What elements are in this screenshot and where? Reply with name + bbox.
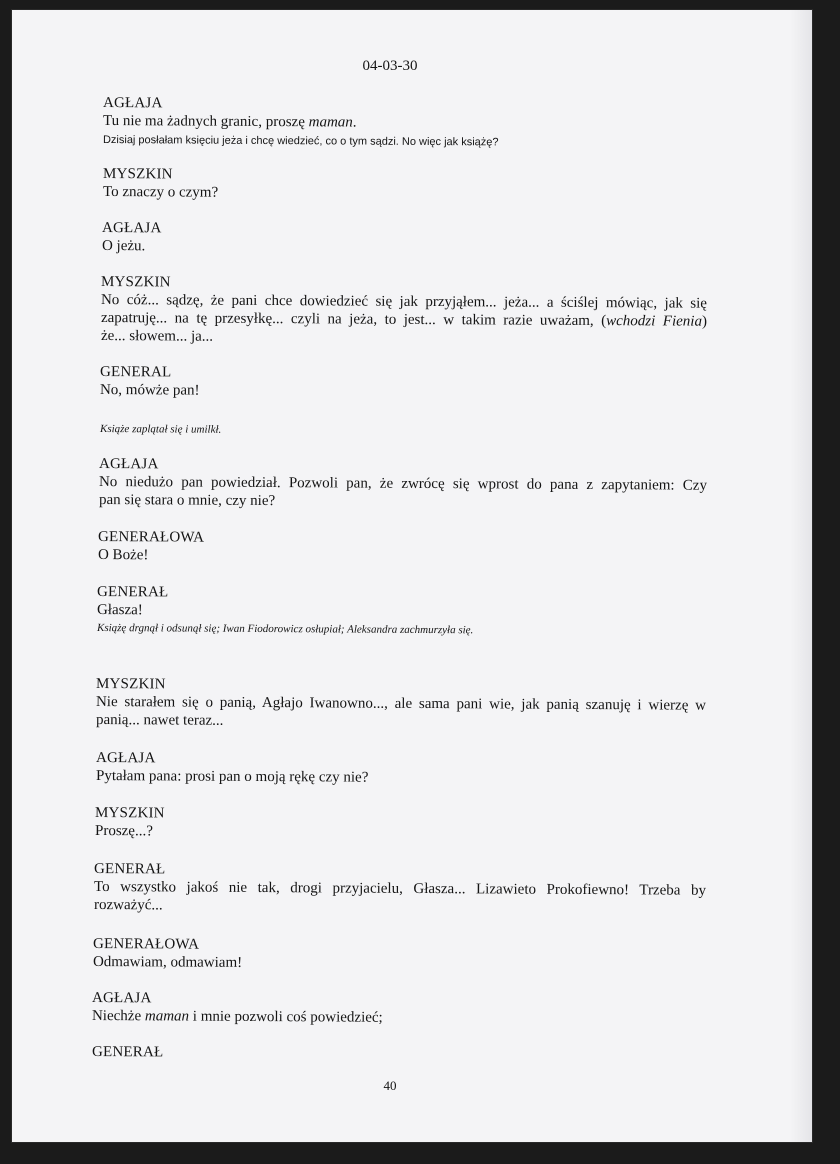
speaker-name: MYSZKIN <box>95 676 166 693</box>
speaker-name: AGŁAJA <box>95 750 156 767</box>
dialogue-line: zapatruję... na tę przesyłkę... czyli na jeża, to jest... w takim razie uważam, (wchodzi Fienia) <box>100 310 708 330</box>
stage-direction: Książę drgnął i odsunął się; Iwan Fiodorowicz osłupiał; Aleksandra zachmurzyła się. <box>96 622 474 637</box>
dialogue-line: O Boże! <box>97 547 149 564</box>
dialogue-line: To znaczy o czym? <box>102 184 219 201</box>
speaker-name: MYSZKIN <box>100 274 171 291</box>
dialogue-line: O jeżu. <box>101 238 146 255</box>
speaker-name: GENERAŁOWA <box>97 529 205 546</box>
speaker-name: AGŁAJA <box>98 456 159 473</box>
speaker-name: MYSZKIN <box>102 166 173 183</box>
speaker-name: AGŁAJA <box>91 990 152 1007</box>
dialogue-line: że... słowem... ja... <box>100 328 214 345</box>
dialogue-line: To wszystko jakoś nie tak, drogi przyjacielu, Głasza... Lizawieto Prokofiewno! Trzeba by <box>93 879 707 899</box>
speaker-name: GENERAŁOWA <box>92 936 200 953</box>
dialogue-line: pan się stara o mnie, czy nie? <box>98 492 276 510</box>
page-date: 04-03-30 <box>362 58 418 74</box>
dialogue-line: Pytałam pana: prosi pan o moją rękę czy nie? <box>95 768 369 786</box>
dialogue-line: No niedużo pan powiedział. Pozwoli pan, że zwrócę się wprost do pana z zapytaniem: Czy <box>98 474 708 494</box>
speaker-name: GENERAL <box>99 364 172 381</box>
dialogue-line: Proszę...? <box>94 823 153 840</box>
speaker-name: MYSZKIN <box>94 805 165 822</box>
speaker-name: GENERAŁ <box>91 1044 164 1061</box>
dialogue-line: No, mówże pan! <box>99 382 200 399</box>
dialogue-line: Odmawiam, odmawiam! <box>92 954 243 971</box>
dialogue-line: Tu nie ma żadnych granic, proszę maman. <box>102 113 357 131</box>
scan-edge-shadow <box>790 10 812 1142</box>
dialogue-line: Głasza! <box>96 602 143 619</box>
stage-direction: Książe zaplątał się i umilkł. <box>99 423 222 436</box>
dialogue-line: Niechże maman i mnie pozwoli coś powiedzieć; <box>91 1008 383 1026</box>
page-number: 40 <box>383 1078 397 1093</box>
document-page <box>12 10 812 1142</box>
speaker-name: GENERAŁ <box>96 584 169 601</box>
dialogue-line: panią... nawet teraz... <box>95 712 224 729</box>
speaker-name: GENERAŁ <box>93 861 166 878</box>
dialogue-line: Nie starałem się o panią, Agłajo Iwanowno..., ale sama pani wie, jak panią szanuję i wierzę w <box>95 694 707 714</box>
dialogue-line: rozważyć... <box>93 897 163 914</box>
dialogue-line: Dzisiaj posłałam księciu jeża i chcę wiedzieć, co o tym sądzi. No więc jak książę? <box>102 134 499 149</box>
dialogue-line: No cóż... sądzę, że pani chce dowiedzieć się jak przyjąłem... jeża... a ściślej mówiąc, jak się <box>100 292 708 312</box>
speaker-name: AGŁAJA <box>101 220 162 237</box>
speaker-name: AGŁAJA <box>102 95 163 112</box>
